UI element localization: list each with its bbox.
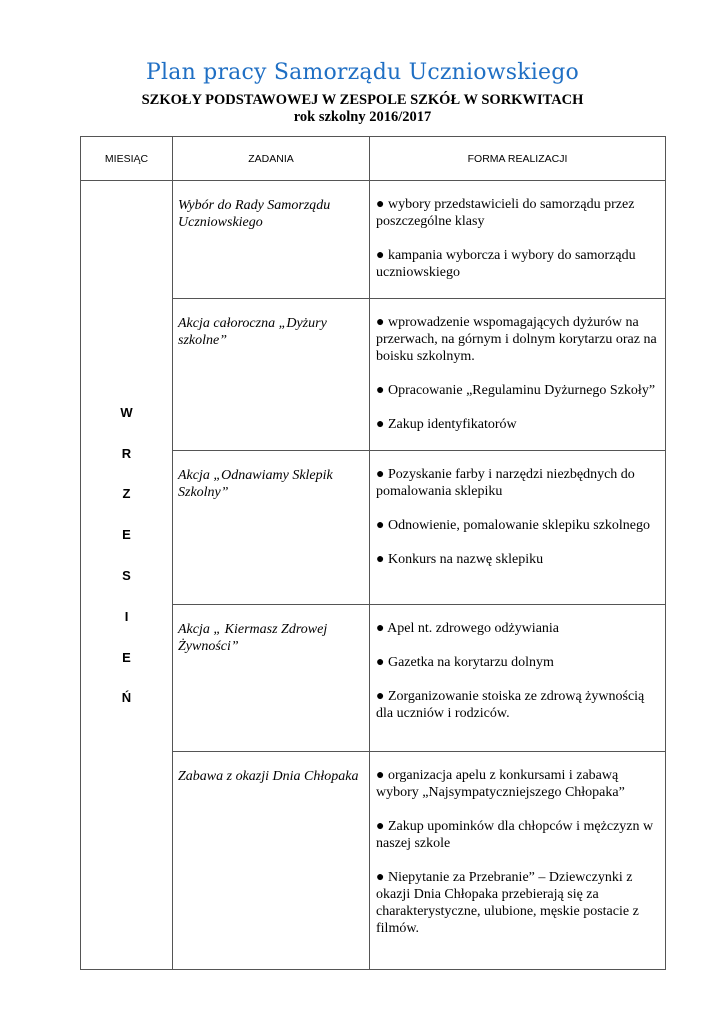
month-cell <box>81 181 173 970</box>
school-year: rok szkolny 2016/2017 <box>293 109 432 125</box>
form-item: ● Odnowienie, pomalowanie sklepiku szkolnego <box>376 518 651 533</box>
form-item: ● wprowadzenie wspomagających dyżurów na przerwach, na górnym i dolnym korytarzu oraz na boisku szkolnym. <box>376 315 657 364</box>
task-cell: Akcja „ Kiermasz Zdrowej Żywności” <box>173 605 370 752</box>
task-cell: Zabawa z okazji Dnia Chłopaka <box>173 752 370 970</box>
form-item: ● Niepytanie za Przebranie” – Dziewczynki z okazji Dnia Chłopaka przebierają się za charakterystyczne, ulubione, męskie postacie z filmów. <box>376 870 639 936</box>
month-letter: W <box>120 404 133 420</box>
forms-cell <box>370 181 666 299</box>
month-letter: I <box>124 608 129 624</box>
month-letter: E <box>122 527 131 543</box>
form-item: ● kampania wyborcza i wybory do samorządu uczniowskiego <box>376 248 636 280</box>
form-item: ● wybory przedstawicieli do samorządu przez poszczególne klasy <box>376 197 635 229</box>
plan-table <box>80 136 666 970</box>
forms-cell <box>370 752 666 970</box>
document-subtitle: SZKOŁY PODSTAWOWEJ W ZESPOLE SZKÓŁ W SORKWITACH <box>141 92 584 108</box>
form-item: ● organizacja apelu z konkursami i zabawą wybory „Najsympatyczniejszego Chłopaka” <box>376 768 625 800</box>
task-cell: Wybór do Rady Samorządu Uczniowskiego <box>173 181 370 299</box>
month-letter: E <box>122 649 131 665</box>
form-item: ● Opracowanie „Regulaminu Dyżurnego Szkoły” <box>376 383 656 398</box>
table-header-row <box>81 137 666 181</box>
forms-cell <box>370 299 666 451</box>
header-month: MIESIĄC <box>81 137 173 181</box>
forms-cell <box>370 605 666 752</box>
form-item: ● Zakup identyfikatorów <box>376 417 517 432</box>
month-letter: R <box>121 445 132 461</box>
table-row <box>81 181 666 299</box>
header-forms: FORMA REALIZACJI <box>370 137 666 181</box>
document-title: Plan pracy Samorządu Uczniowskiego <box>146 60 579 85</box>
forms-cell <box>370 451 666 605</box>
form-item: ● Zorganizowanie stoiska ze zdrową żywnością dla uczniów i rodziców. <box>376 689 645 721</box>
task-cell: Akcja całoroczna „Dyżury szkolne” <box>173 299 370 451</box>
header-tasks: ZADANIA <box>173 137 370 181</box>
form-item: ● Gazetka na korytarzu dolnym <box>376 655 554 670</box>
month-letter: S <box>122 568 131 583</box>
form-item: ● Pozyskanie farby i narzędzi niezbędnych do pomalowania sklepiku <box>376 467 635 499</box>
month-letters <box>82 393 171 719</box>
month-letter: Ń <box>121 690 132 706</box>
form-item: ● Konkurs na nazwę sklepiku <box>376 552 544 567</box>
form-item: ● Zakup upominków dla chłopców i mężczyzn w naszej szkole <box>376 819 654 851</box>
task-cell: Akcja „Odnawiamy Sklepik Szkolny” <box>173 451 370 605</box>
month-letter: Z <box>122 486 131 502</box>
form-item: ● Apel nt. zdrowego odżywiania <box>376 621 560 636</box>
